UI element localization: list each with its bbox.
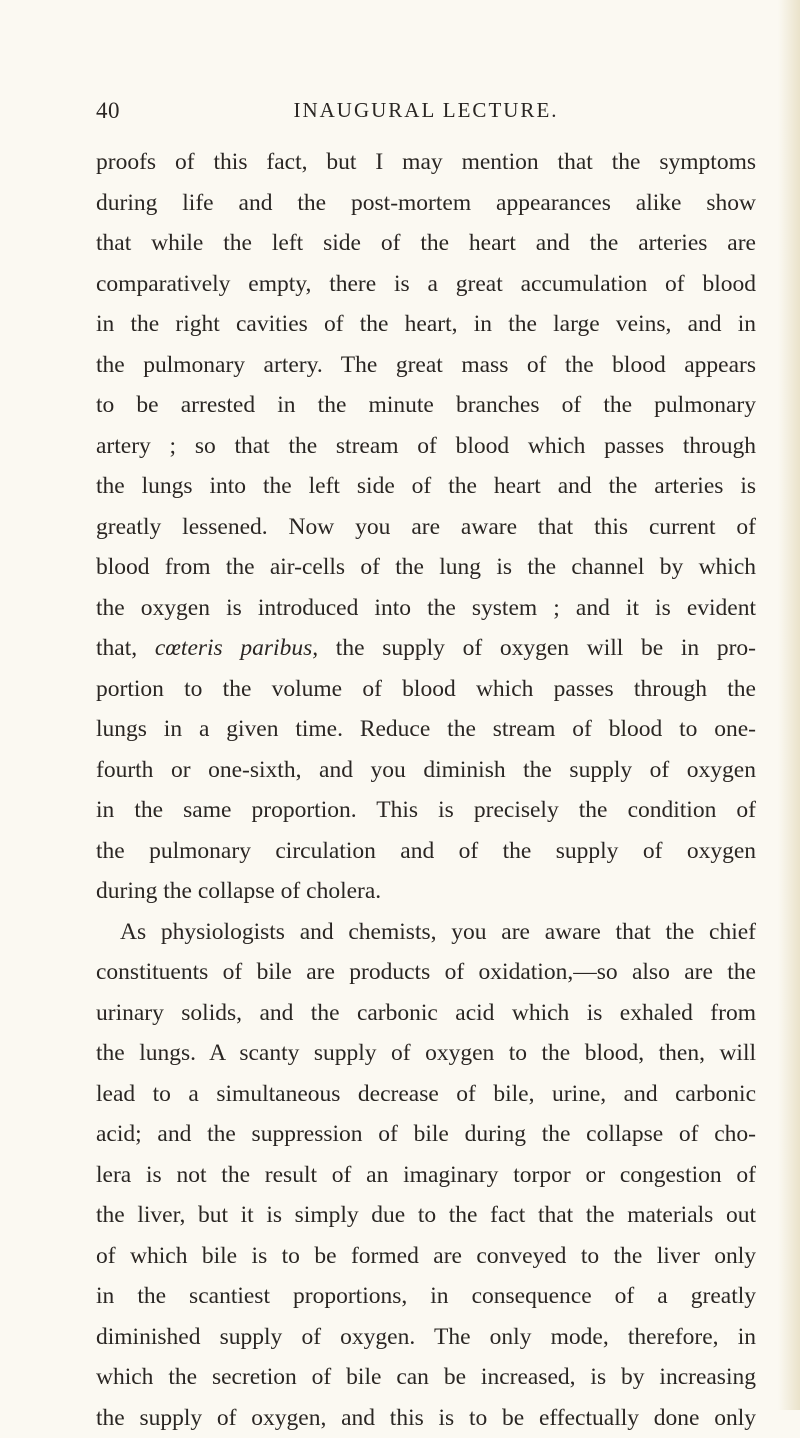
text-line: the supply of oxygen, and this is to be effectually done only bbox=[96, 1398, 756, 1438]
text-line: the pulmonary circulation and of the supply of oxygen bbox=[96, 831, 756, 872]
paragraph-start-line: As physiologists and chemists, you are aware that the chief bbox=[96, 912, 756, 953]
text-line: urinary solids, and the carbonic acid which is exhaled from bbox=[96, 993, 756, 1034]
text-line: lera is not the result of an imaginary torpor or congestion of bbox=[96, 1155, 756, 1196]
text-line-with-italic bbox=[96, 628, 756, 669]
text-line: blood from the air-cells of the lung is the channel by which bbox=[96, 547, 756, 588]
page-edge-shadow bbox=[778, 0, 800, 1410]
text-line: during life and the post-mortem appearances alike show bbox=[96, 183, 756, 224]
text-line: artery ; so that the stream of blood which passes through bbox=[96, 426, 756, 467]
text-line: proofs of this fact, but I may mention that the symptoms bbox=[96, 142, 756, 183]
page-header bbox=[96, 98, 756, 138]
text-line: of which bile is to be formed are conveyed to the liver only bbox=[96, 1236, 756, 1277]
text-line: the liver, but it is simply due to the fact that the materials out bbox=[96, 1195, 756, 1236]
text-run: the supply of oxygen will be in pro- bbox=[318, 635, 756, 661]
text-line: in the right cavities of the heart, in the large veins, and in bbox=[96, 304, 756, 345]
text-line: greatly lessened. Now you are aware that this current of bbox=[96, 507, 756, 548]
text-run: that, bbox=[96, 635, 155, 661]
text-line: which the secretion of bile can be increased, is by increasing bbox=[96, 1357, 756, 1398]
body-text bbox=[96, 142, 756, 1438]
text-line: comparatively empty, there is a great accumulation of blood bbox=[96, 264, 756, 305]
text-line: the lungs. A scanty supply of oxygen to the blood, then, will bbox=[96, 1033, 756, 1074]
text-line: acid; and the suppression of bile during the collapse of cho- bbox=[96, 1114, 756, 1155]
text-line: lungs in a given time. Reduce the stream of blood to one- bbox=[96, 709, 756, 750]
text-line: portion to the volume of blood which passes through the bbox=[96, 669, 756, 710]
text-line: fourth or one-sixth, and you diminish the supply of oxygen bbox=[96, 750, 756, 791]
text-line: in the scantiest proportions, in consequence of a greatly bbox=[96, 1276, 756, 1317]
page-number: 40 bbox=[96, 98, 120, 124]
text-line: constituents of bile are products of oxidation,—so also are the bbox=[96, 952, 756, 993]
text-line: to be arrested in the minute branches of the pulmonary bbox=[96, 385, 756, 426]
paragraph-end-line: during the collapse of cholera. bbox=[96, 871, 756, 912]
running-head: INAUGURAL LECTURE. bbox=[96, 98, 756, 123]
text-line: that while the left side of the heart and the arteries are bbox=[96, 223, 756, 264]
text-line: the lungs into the left side of the heart and the arteries is bbox=[96, 466, 756, 507]
text-line: the pulmonary artery. The great mass of the blood appears bbox=[96, 345, 756, 386]
italic-phrase: cœteris paribus, bbox=[155, 635, 318, 661]
text-line: diminished supply of oxygen. The only mode, therefore, in bbox=[96, 1317, 756, 1358]
text-line: the oxygen is introduced into the system ; and it is evident bbox=[96, 588, 756, 629]
text-line: in the same proportion. This is precisely the condition of bbox=[96, 790, 756, 831]
text-line: lead to a simultaneous decrease of bile, urine, and carbonic bbox=[96, 1074, 756, 1115]
